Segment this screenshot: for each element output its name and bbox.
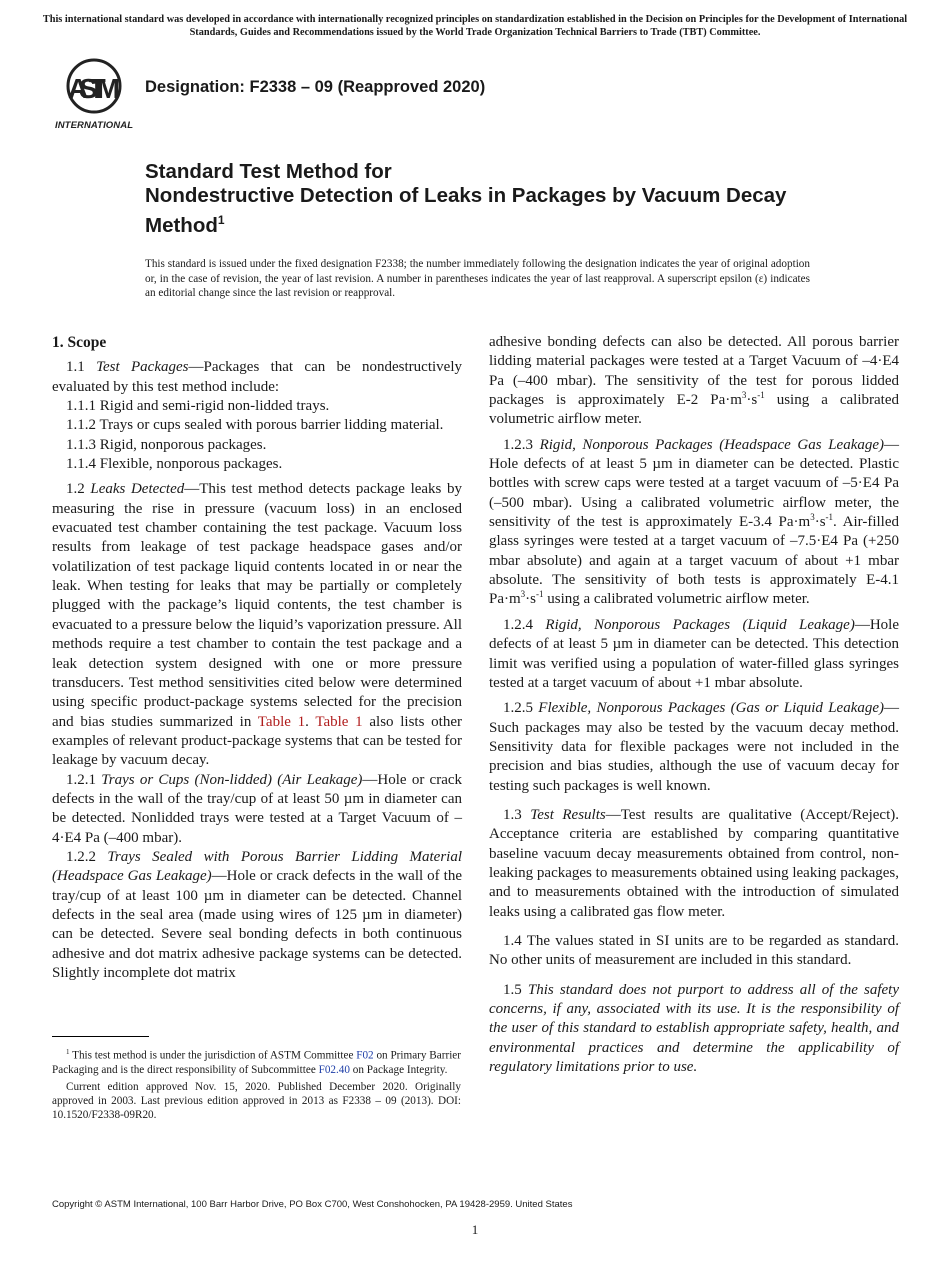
paragraph (52, 480, 462, 770)
text-run: 1.1.3 Rigid, nonporous packages. (66, 436, 267, 453)
text-run: 1.2.5 (503, 700, 539, 717)
text-run: . Air-filled glass syringes were tested at a target vacuum of –7.5·E4 Pa (+250 mbar absolute) and again at a target vacuum of about +1 mbar absolute. The sensitivity of both tests is approximately E-4.1 Pa·m (489, 514, 899, 608)
designation: Designation: F2338 – 09 (Reapproved 2020) (145, 78, 486, 96)
paragraph (489, 436, 899, 610)
text-run: —Such packages may also be tested by the vacuum decay method. Sensitivity data for flexible packages were not included in the precision and bias studies, although the use of vacuum decay for testing such packages is well known. (489, 700, 899, 794)
footnote-divider (52, 1036, 149, 1037)
text-run: . (305, 713, 316, 730)
text-run: 1.1.1 Rigid and semi-rigid non-lidded trays. (66, 398, 330, 415)
text-run: 3 (810, 512, 815, 523)
left-column (52, 333, 462, 983)
text-run: 1.2.1 (66, 771, 102, 788)
standards-notice: This international standard was developed in accordance with internationally recognized principles on standardization established in the Decision on Principles for the Development of International Standards, Guides and Recommendations issued by the World Trade Organization Technical Barriers to Trade (TBT) Committee. (42, 14, 908, 38)
paragraph (489, 806, 899, 922)
paragraph (52, 358, 462, 397)
paragraph (489, 333, 899, 430)
issuance-note: This standard is issued under the fixed designation F2338; the number immediately following the designation indicates the year of original adoption or, in the case of revision, the year of last revision. A number in parentheses indicates the year of last reapproval. A superscript epsilon (ε) indicates an editorial change since the last revision or reapproval. (145, 258, 810, 299)
title-line-2: Nondestructive Detection of Leaks in Packages by Vacuum Decay Method (145, 184, 787, 237)
italic-run: Trays Sealed with Porous Barrier Lidding Material (Headspace Gas Leakage) (52, 848, 463, 885)
text-run: —Test results are qualitative (Accept/Reject). Acceptance criteria are established by comparing quantitative baseline vacuum decay measurements obtained from control, non-leaking packages to measurements obtained using leaking packages, and to measurements obtained with the introduction of simulated leaks using a calibrated gas flow meter. (489, 806, 900, 920)
italic-run: Rigid, Nonporous Packages (Headspace Gas Leakage) (539, 436, 884, 453)
paragraph (489, 981, 899, 1078)
text-run: 1.1.4 Flexible, nonporous packages. (66, 456, 283, 473)
text-run: 3 (520, 589, 526, 600)
text-run: —Hole defects of at least 5 µm in diameter can be detected. Plastic bottles with screw caps were tested at a target vacuum of –5·E4 Pa (–500 mbar). Using a calibrated volumetric airflow meter, the sensitivity of the test is approximately E-3.4 Pa·m (489, 436, 899, 531)
text-run: also lists other examples of relevant product-package systems that can be tested for leakage by vacuum decay. (52, 713, 462, 769)
text-run: -1 (757, 390, 765, 401)
reference-link[interactable]: Table 1 (257, 713, 306, 730)
title-line-1: Standard Test Method for (145, 160, 392, 183)
copyright: Copyright © ASTM International, 100 Barr Harbor Drive, PO Box C700, West Conshohocken, PA 19428-2959. United States (52, 1199, 573, 1210)
text-run: —Hole or crack defects in the wall of the tray/cup of at least 50 µm in diameter can be detected. Nonlidded trays were tested at a Target Vacuum of –4·E4 Pa (–400 mbar). (52, 771, 463, 846)
paragraph (489, 932, 899, 971)
text-run: 1.1 (66, 359, 97, 376)
italic-run: Leaks Detected (90, 481, 185, 498)
text-run: 3 (741, 390, 747, 401)
italic-run: Test Results (530, 806, 606, 823)
document-title (145, 160, 845, 238)
text-run: 1.2 (66, 481, 91, 498)
italic-run: This standard does not purport to address all of the safety concerns, if any, associated with its use. It is the responsibility of the user of this standard to establish appropriate safety, health, and environmental practices and determine the applicability of regulatory limitations prior to use. (489, 981, 900, 1076)
right-column (489, 333, 899, 1077)
text-run: 1.5 (503, 981, 528, 998)
footnote (52, 1080, 461, 1123)
text-run: ·s (746, 392, 758, 409)
paragraph (52, 436, 462, 455)
text-run: on Primary Barrier Packaging and is the direct responsibility of Subcommittee (52, 1049, 461, 1077)
italic-run: Rigid, Nonporous Packages (Liquid Leakage) (545, 616, 855, 633)
paragraph (52, 397, 462, 416)
text-run: ·s (814, 514, 826, 531)
text-run: 1 (66, 1048, 70, 1056)
text-run: using a calibrated volumetric airflow meter. (489, 392, 899, 428)
italic-run: Trays or Cups (Non-lidded) (Air Leakage) (101, 771, 363, 788)
section-heading: 1. Scope (52, 334, 107, 351)
paragraph (489, 616, 899, 693)
text-run: 1.2.4 (503, 616, 546, 633)
paragraph (52, 771, 462, 848)
text-run: 1.1.2 Trays or cups sealed with porous barrier lidding material. (66, 417, 444, 434)
paragraph (52, 848, 462, 983)
text-run: 1.2.3 (503, 436, 540, 453)
text-run: -1 (825, 512, 834, 523)
title-footnote-mark[interactable]: 1 (217, 213, 225, 227)
reference-link[interactable]: Table 1 (315, 713, 363, 730)
text-run: 1.4 The values stated in SI units are to be regarded as standard. No other units of measurement are included in this standard. (489, 932, 899, 969)
text-run: ·s (525, 591, 537, 608)
text-run: 1.2.2 (66, 848, 108, 865)
paragraph (52, 416, 462, 435)
svg-text:INTERNATIONAL: INTERNATIONAL (55, 120, 133, 131)
text-run: —Packages that can be nondestructively evaluated by this test method include: (52, 359, 462, 395)
footnote (52, 1045, 461, 1078)
italic-run: Test Packages (96, 359, 189, 376)
page-number: 1 (471, 1222, 479, 1237)
text-run: —Hole defects of at least 5 µm in diameter can be detected. This detection limit was verified using a population of water-filled glass syringes tested at a target vacuum of about +1 mbar absolute. (489, 616, 900, 691)
text-run: Current edition approved Nov. 15, 2020. Published December 2020. Originally approved in 2003. Last previous edition approved in 2013 as F2338 – 09 (2013). DOI: 10.1520/F2338-09R20. (52, 1080, 461, 1122)
text-run: using a calibrated volumetric airflow meter. (543, 591, 810, 608)
svg-text:ASTM: ASTM (68, 73, 120, 104)
footnotes (52, 1045, 461, 1125)
reference-link[interactable]: F02.40 (318, 1064, 350, 1077)
astm-logo (54, 58, 134, 132)
paragraph (52, 455, 462, 474)
text-run: —Hole or crack defects in the wall of the tray/cup of at least 100 µm in diameter can be detected. Channel defects in the seal area (made using wires of 125 µm in diameter) can be detected. Severe seal bonding defects in both continuous adhesive and dot matrix adhesive package systems can be detected. Slightly incomplete dot matrix (52, 868, 463, 981)
paragraph (489, 699, 899, 796)
text-run: -1 (536, 589, 544, 600)
text-run: —This test method detects package leaks by measuring the rise in pressure (vacuum loss) in an enclosed evacuated test chamber containing the test package. Vacuum loss results from leakage of test package headspace gases and/or volatilization of test package liquid contents located in or near the leak. When testing for leaks that may be partially or completely plugged with the package’s liquid contents, the test chamber is evacuated to a pressure below the liquid’s vaporization pressure. All methods require a test chamber to contain the test package and a leak detection system designed with one or more pressure transducers. Test method sensitivities cited below were determined using specific product-package systems selected for the precision and bias studies summarized in (52, 481, 462, 730)
text-run: adhesive bonding defects can also be detected. All porous barrier lidding material packages were tested at a Target Vacuum of –4·E4 Pa (–400 mbar). The sensitivity of the test for porous lidded packages is approximately E-2 Pa·m (489, 334, 899, 409)
reference-link[interactable]: F02 (356, 1049, 374, 1062)
italic-run: Flexible, Nonporous Packages (Gas or Liquid Leakage) (538, 700, 884, 717)
text-run: This test method is under the jurisdiction of ASTM Committee (69, 1049, 357, 1062)
text-run: on Package Integrity. (350, 1064, 448, 1077)
text-run: 1.3 (503, 806, 531, 823)
